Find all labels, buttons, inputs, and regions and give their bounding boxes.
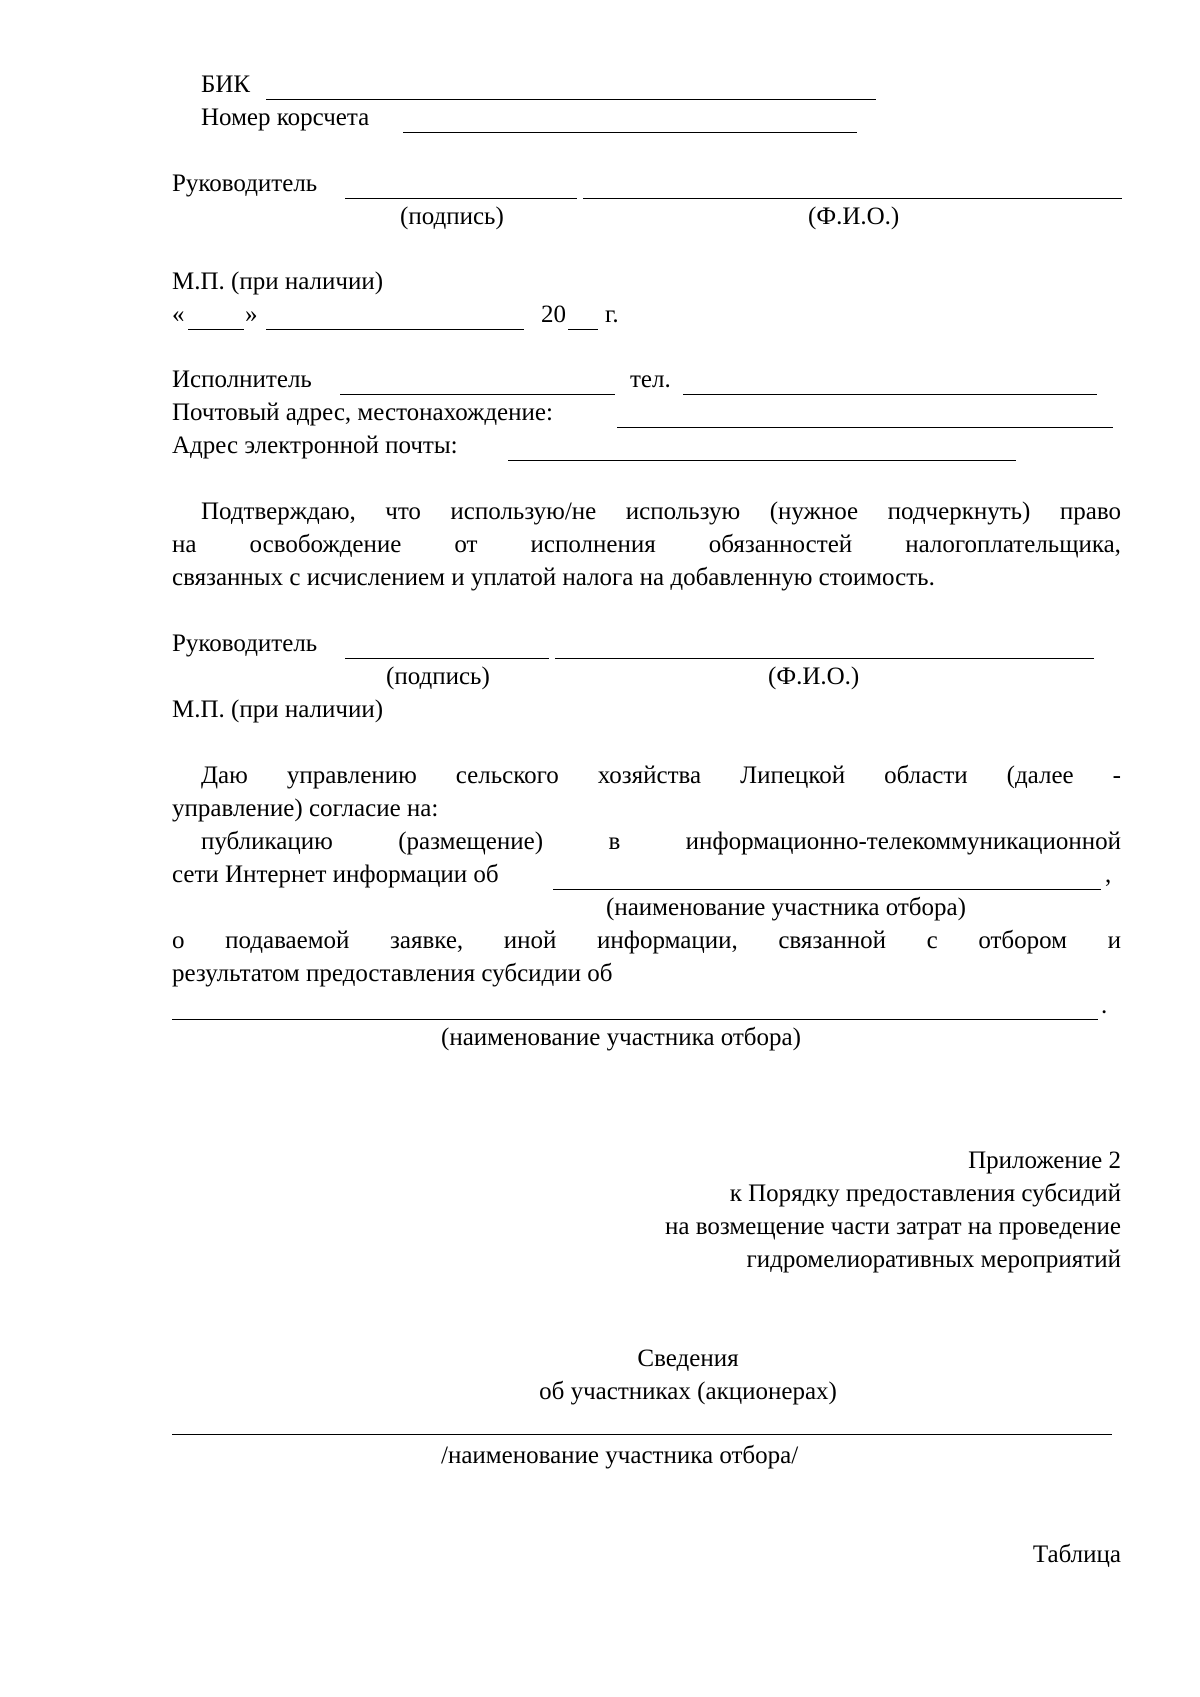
vat-word: налогоплательщика, <box>905 531 1121 558</box>
date-month-blank <box>266 329 524 330</box>
date-year-suffix: г. <box>605 301 619 328</box>
vat-word: исполнения <box>530 531 656 558</box>
vat-word: подчеркнуть) <box>887 498 1031 525</box>
consent-caption-2: (наименование участника отбора) <box>441 1024 801 1051</box>
head1-sign-caption: (подпись) <box>400 203 504 230</box>
consent-line-4-suffix: , <box>1105 861 1112 888</box>
date-open-quote: « <box>172 301 185 328</box>
consent-word: публикацию <box>201 828 333 855</box>
consent-line-6: результатом предоставления субсидии об <box>172 960 613 987</box>
vat-line-1 <box>201 496 1121 528</box>
consent-word: о <box>172 927 185 954</box>
consent-word: подаваемой <box>225 927 350 954</box>
head2-fio-caption: (Ф.И.О.) <box>768 663 860 690</box>
table-label: Таблица <box>1032 1541 1121 1568</box>
appendix-line-3: на возмещение части затрат на проведение <box>665 1213 1121 1240</box>
korr-row <box>201 102 369 134</box>
consent-word: Липецкой <box>740 762 846 789</box>
vat-line-3: связанных с исчислением и уплатой налога на добавленную стоимость. <box>172 564 935 591</box>
consent-line-1 <box>201 760 1121 792</box>
consent-line-5 <box>172 925 1121 957</box>
consent-caption-1: (наименование участника отбора) <box>606 894 966 921</box>
executor-phone-blank <box>683 394 1097 395</box>
consent-line-3 <box>201 826 1121 858</box>
consent-line-2: управление) согласие на: <box>172 795 439 822</box>
consent-line-7-suffix: . <box>1101 992 1108 1019</box>
info-subtitle: об участниках (акционерах) <box>539 1378 837 1405</box>
korr-label: Номер корсчета <box>201 104 370 131</box>
head2-sign-caption: (подпись) <box>386 663 490 690</box>
executor-name-blank <box>340 394 615 395</box>
date-close-quote: » <box>245 301 258 328</box>
executor-label: Исполнитель <box>172 366 312 393</box>
head2-label: Руководитель <box>172 630 318 657</box>
consent-word: и <box>1107 927 1121 954</box>
head1-label: Руководитель <box>172 170 318 197</box>
head1-fio-caption: (Ф.И.О.) <box>808 203 900 230</box>
email-blank <box>508 460 1016 461</box>
consent-word: хозяйства <box>597 762 702 789</box>
head2-sign-blank <box>345 658 549 659</box>
vat-word: освобождение <box>249 531 402 558</box>
consent-word: в <box>608 828 621 855</box>
consent-word: отбором <box>978 927 1067 954</box>
consent-word: сельского <box>455 762 559 789</box>
address-blank <box>617 427 1113 428</box>
consent-word: (размещение) <box>398 828 544 855</box>
appendix-title: Приложение 2 <box>968 1147 1121 1174</box>
appendix-line-2: к Порядку предоставления субсидий <box>729 1180 1121 1207</box>
consent-word: (далее <box>1006 762 1074 789</box>
vat-word: Подтверждаю, <box>201 498 356 525</box>
consent-org-blank-2 <box>172 1019 1098 1020</box>
stamp1: М.П. (при наличии) <box>172 268 384 295</box>
korr-blank <box>403 132 857 133</box>
vat-word: (нужное <box>769 498 859 525</box>
executor-phone-label: тел. <box>630 366 671 393</box>
head2-fio-blank <box>555 658 1094 659</box>
email-label: Адрес электронной почты: <box>172 432 458 459</box>
consent-word: информации, <box>597 927 738 954</box>
vat-word: от <box>454 531 478 558</box>
info-title: Сведения <box>637 1345 739 1372</box>
vat-line-2 <box>172 529 1121 561</box>
vat-word: на <box>172 531 197 558</box>
info-org-blank <box>172 1434 1112 1435</box>
head1-fio-blank <box>583 198 1122 199</box>
consent-line-4-prefix: сети Интернет информации об <box>172 861 499 888</box>
bik-row <box>201 69 250 101</box>
stamp2: М.П. (при наличии) <box>172 696 384 723</box>
consent-word: с <box>926 927 938 954</box>
consent-org-blank-1 <box>553 889 1101 890</box>
vat-word: использую/не <box>450 498 597 525</box>
bik-label: БИК <box>201 71 251 98</box>
vat-word: что <box>385 498 421 525</box>
address-label: Почтовый адрес, местонахождение: <box>172 399 553 426</box>
consent-word: иной <box>503 927 557 954</box>
date-year-blank <box>568 329 598 330</box>
consent-word: связанной <box>778 927 887 954</box>
consent-word: области <box>884 762 968 789</box>
appendix-line-4: гидромелиоративных мероприятий <box>746 1246 1121 1273</box>
date-year-prefix: 20 <box>541 301 566 328</box>
vat-word: право <box>1059 498 1121 525</box>
head1-sign-blank <box>345 198 577 199</box>
consent-word: заявке, <box>390 927 464 954</box>
date-day-blank <box>188 329 244 330</box>
consent-word: управлению <box>286 762 417 789</box>
vat-word: использую <box>625 498 741 525</box>
consent-word: - <box>1112 762 1121 789</box>
vat-word: обязанностей <box>708 531 853 558</box>
consent-word: Даю <box>201 762 248 789</box>
bik-blank <box>266 99 876 100</box>
consent-word: информационно-телекоммуникационной <box>685 828 1121 855</box>
info-caption: /наименование участника отбора/ <box>441 1442 799 1469</box>
